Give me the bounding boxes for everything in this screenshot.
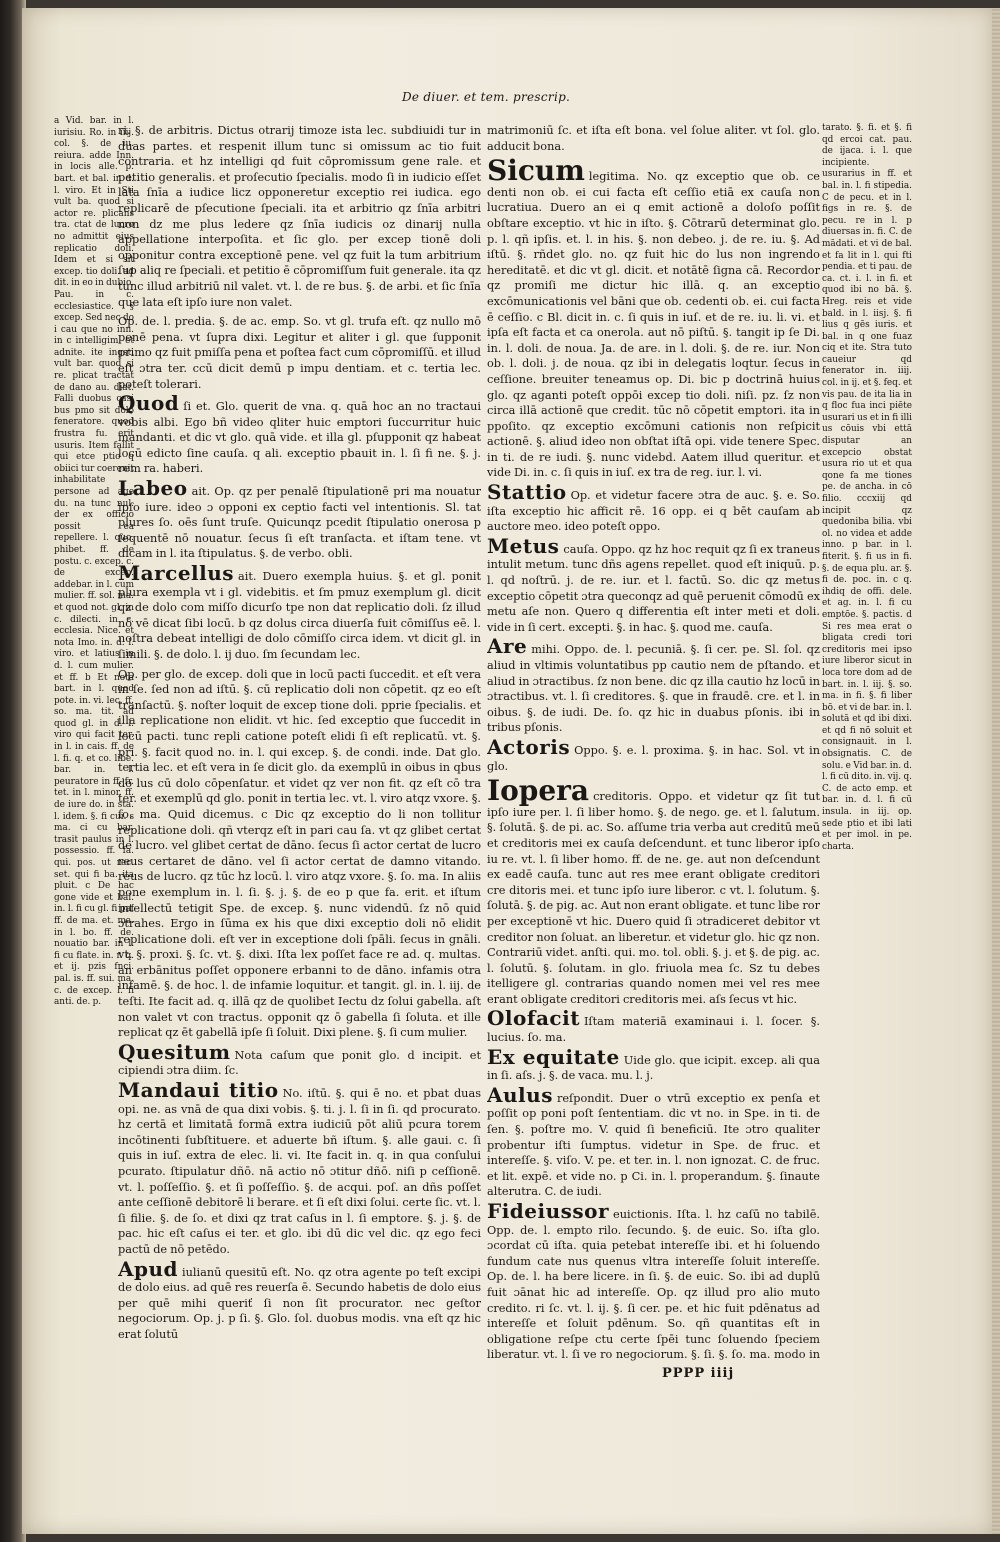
lemma-mandaui-titio: Mandaui titio [118,1078,279,1103]
col2-paragraph-stattio [487,480,820,535]
col1-text: ſi et. Glo. querit de vna. q. quā hoc an no tractaui vobis albi. Ego bñ video qliter huic emptori ſuccurritur huic mandanti. et dic vt glo. quā vide. et illa gl. pſupponit qz habeat locū edicto ſine cauſa. q ali. exceptio pbauit in. l. ſi fi ne. §. j. rem ra. haberi. [118,400,481,476]
lemma-are: Are [487,634,528,659]
col1-paragraph: Op. per glo. de excep. doli que in locū pacti ſuccedit. et eſt vera in ſe. ſed non ad iſtū. §. cū replicatio doli non cōpetit. qz eo eſt tranſactū. §. noſter loquit de excep tione doli. pprie ſpecialis. et illa replicatione non elidit. vt hic. ſed exceptio que ſuccedit in locū pacti. tunc repli catione poteſt elidi ſi eſt replicatū. vt. §. pri. §. facit quod no. in. l. qui excep. §. de condi. inde. Dat glo. tertia lec. et eſt vera in ſe dicit glo. da exemplū in oibus in qbus do lus cū dolo cōpenſatur. et videt qz ver non fit. qz eſt cō tra ter. et exemplū qd glo. ponit in tertia lec. vt. l. viro atqz vxore. §. ſo. ma. Quid dicemus. c Dic qz exceptio do li non tollitur replicatione doli. qñ vterqz eſt in pari cau ſa. vt qz glibet certat de lucro. vel glibet certat de dāno. ſecus ſi actor certat de lucro reus certaret de dāno. vel ſi actor certat de damno vitando. reus de lucro. qz tūc hz locū. l. viro atqz vxore. §. ſo. ma. In aliis pone exemplum in. l. ſi. §. j. §. de eo p que fa. erit. et iſtum intellectū tetigit Spe. de excep. §. nunc videndū. ſz nō quid ɔtrahes. Ergo in ſūma ex his que dixi exceptio doli nō elidit replicatione doli. eſt ver in exceptione doli ſpāli. ſecus in gnāli. vt. §. proxi. §. ſc. vt. §. dixi. Iſta lex poſſet face re ad. q. multas. an erbānitus poſſet opponere erbanni to de dāno. infamis otra infamē. §. de hoc. l. de infamie loquitur. et tangit. gl. in. l. iij. de teſti. Ite facit ad. q. illā qz de quolibet Iectu dz ſolui gabella. aſt non valet vt con tractus. opponit qz ō gabella ſi ſoluta. et ille replicat qz ēt gabellā ipſe ſi ſoluit. Dixi plene. §. ſi cum mulier. [118,667,481,1040]
lemma-fideiussor: Fideiussor [487,1199,610,1223]
page-edge-stack [992,8,1000,1534]
lemma-stattio: Stattio [487,480,567,505]
right-margin-gloss [822,123,912,1303]
col1-paragraph: Op. de. l. predia. §. de ac. emp. So. vt gl. trufa eſt. qz nullo mō penē pena. vt ſupra dixi. Legitur et aliter i gl. que ſupponit primo qz fuit pmiſſa pena et poſtea fact cum cōpromiſſū. et illud eſt ɔtra ter. ccū dicit demū p impu dentiam. et c. tertia lec. poteſt tolerari. [118,315,481,391]
lemma-iopera: Iopera [487,774,590,808]
lemma-labeo: Labeo [118,476,188,501]
col1-paragraph-apud [118,1256,481,1343]
commentary-column-1 [118,123,481,1383]
lemma-quod: Quod [118,391,180,416]
right-gloss-text: tarato. §. fi. et §. fi qd ercoi cat. pau. de ijaca. i. l. que incipiente. usurarius in ff. et bal. in. l. fi stipedia. C de pecu. et in l. figs in re. §. de pecu. re in l. p diuersas in. fi. C. de mādati. et vi de bal. et fa lit in l. qui fti pendia. et ti pau. de ca. ct. i. l. in fi. et quod ibi no bā. §. Hreg. reis et vide bald. in l. iisj. §. fi lius q gēs iuris. et bal. in q one fuaz ciq et ite. Stra tuto caueiur qd fenerator in. iiij. col. in ij. et §. feq. et vis pau. de ita lia in q floc fua inci piēte usurari us et in fi illi us cōuis vbi ettā disputar an excepcio obstat usura rio ut et qua qone fa me tiones pe. de ancha. in cō filio. cccxiij qd incipit qz quedoniba bilia. vbi ol. no videa et adde inno. p bar. in l. fiterit. §. fi us in fi. §. de equa plu. ar. §. fi de. poc. in. c q. ihdiq de offi. dele. et ag. in. l. fi cu emptōe. §. pactis. d Si res mea erat o bligata credi tori creditoris mei ipso iure liberor sicut in loca tore dom ad de bart. in. l. iij. §. so. ma. in fi. §. fi liber bō. et vi de bar. in. l. solutā et qd ibi dixi. et qd fi nō soluit et consignauit. in l. obsignatis. C. de solu. e Vid bar. in. d. l. fi cū dito. in. vij. q. C. de acto emp. et bar. in. d. l. fi cū insula. in iij. op. sede ptio et ibi lati et per imol. in pe. charta. [822,123,912,852]
col2-paragraph-sicum [487,154,820,481]
lemma-quesitum: Quesitum [118,1039,231,1064]
commentary-column-2 [487,123,820,1363]
col1-text: ait. Duero exempla huius. §. et gl. ponit plura exempla vt i gl. videbitis. et ſm pmuz exemplum gl. dicit qz de dolo com miſſo dicurſo tpe non dat replicatio doli. ſz illud nō vē dicat ſibi locū. b qz dolus circa diuerſa fuit cōmiſſus eē. l. noſtra debeat intelligi de dolo cōmiſſo circa idem. vt dicit gl. in ſimili. §. de dolo. l. ij duo. ſm ſecundam lec. [118,570,481,661]
left-gloss-text: a Vid. bar. in l. iurisiu. Ro. in iiij. col. §. de iu. reiura. adde Inn. in locis alle. p. bart. et bal. in d. l. viro. Et in Sti vult ba. quod si actor re. plicans tra. ctat de lucro no admittit eius replicatio doli. Idem et si sit excep. tio doli. ad dit. in eo in dubio. Pau. in c. ecclesiastice. § excep. Sed nec do i cau que no inn. in c intelligim. et adnite. ite ingsti vult bar. quod si re. plicat tractat de dano au. diat. Falli duobus casi bus pmo sit dolo feneratore. quod frustra fu. erit usuris. Item fallit qui etce ptio q obiici tur coerenit inhabilitate persone ad age du. na tunc nul. der ex officio possit ea repellere. l. quo. phibet. ff. de postu. c. excep. c. de excep. addebar. in l. cum mulier. ff. sol. ma. et quod not. gl. in c. dilecti. in c. ecclesia. Nice. et nota Imo. in. d. l. viro. et latius in d. l. cum mulier. et ff. b Et nota bart. in l. quod pote. in. vi. lec. ff. so. ma. tit. ad quod gl. in d. l. viro qui facit ter. in l. in cais. ff. de l. fi. q. et co. libe. bar. in. l. peuratore in ff. fr. tet. in l. minor. ff. de iure do. in sta. l. idem. §. fi cui. s ma. ci cu bar. trasit paulus in l. possessio. ff. fa. qui. pos. ut rec. set. qui fi ba. ita pluit. c De hac gone vide et bal. in. l. fi cu gl. fi paf ff. de ma. et. ma. in l. bo. ff. de. nouatio bar. in l. fi cu flate. in. r. q. et ij. pzis fnci. pal. is. ff. sui. ma. c. de excep. l. fi anti. de. p. [54,116,134,1008]
col1-text: ait. Op. qz per penalē ſtipulationē pri ma nouatur ipſo iure. ideo ɔ opponi ex ceptio facti vel intentionis. Sl. tat plures ſo. oēs ſunt truſe. Quicunqz pcedit ſtipulatio onerosa p ſequentē nō nouatur. ſecus ſi eſt tranſacta. et iſtam tene. vt dicam in l. ita ſtipulatus. §. de verbo. obli. [118,485,481,561]
lemma-olofacit: Olofacit [487,1006,580,1031]
lemma-marcellus: Marcellus [118,561,235,586]
col2-paragraph-iopera [487,774,820,1007]
col2-text: Op. et videtur facere ɔtra de auc. §. e. So. iſta exceptio hic afficit rē. 16 opp. ei q bēt cauſam ab auctore meo. ideo poteſt oppo. [487,489,820,534]
col2-paragraph-equitate [487,1044,820,1084]
col2-text: legitima. No. qz exceptio que ob. ce denti non ob. ei cui facta eſt ceſſio etiā ex cauſa non lucratiua. Duero an ei q emit actionē a doloſo poſſit obſtare exceptio. vt hic in iſto. §. Cōtrarū determinat glo. p. l. qñ ipſis. et. l. in his. §. non debeo. j. de re. iu. §. Ad iſtū. §. rñdet glo. no. qz fuit hic do lus non ingrendo hereditatē. et dic vt gl. dicit. et notātē ſigna cā. Recordor qz promiſi me dictur hic illā. q. an exceptio excōmunicationis vel bāni que ob. cedenti ob. ei. cui facta ē ceſſio. c Bl. dicit in. c. ſi quis in iuſ. et de re. iu. li. vi. et ipſa eſt facta et ca onerola. aut nō piſtū. §. tangit ip ſe Di. in. l. doli. de noua. Ja. de are. in l. doli. §. de re. iur. Non ob. l. doli. j. de noua. qz ibi in delegatis loqtur. ſecus in ceſſione. breuiter teneamus op. Di. bic p doctrinā huius glo. qz aganti poteſt oppōi excep tio doli. niſi. pz. ſz non circa illā actionē que credit. tūc nō cōpetit emptori. ita in ppoſito. qz exceptio excōmuni cationis non reſpicit actionē. §. aliud ideo non obſtat iſtā opi. vide tenere Spec. in ti. de re iudi. §. nunc videbd. Aatem illud queritur. et vide Di. in. c. ſi quis in iuſ. ex tra de reg. iur. l. vi. [487,170,820,480]
col1-paragraph-quod [118,391,481,477]
lemma-actoris: Actoris [487,734,571,759]
col2-paragraph-aulus [487,1082,820,1200]
col2-text: creditoris. Oppo. et videtur qz ſit tut ipſo iure per. l. ſi liber homo. §. de nego. ge. et l. ſalutum. §. ſolutā. §. de pi. ac. So. aſſume tria verba aut creditū meū et creditoris mei ex cauſa deſcendunt. et tunc liberor ipſo iu re. vt. l. ſi liber homo. ff. de ne. ge. aut non deſcendunt ex eadē cauſa. tunc aut res mee erant obligate creditori cre ditoris mei. et tunc ipſo iure liberor. c vt. l. ſolutum. §. ſolutā. §. de pig. ac. Aut non erant obligate. et tunc libe ror per exceptionē vt hic. Duero quid ſi ɔtradiceret debitor vt creditor non ſoluat. an liberetur. et videtur glo. hic qz non. Contrariū videt. anſti. qui. mo. tol. obli. §. j. et §. de pig. ac. l. ſolutū. §. ſolutam. in glo. friuola mea ſc. Sz tu debes itelligere gl. contrarias quando nomen mei vel res mee erant obligate creditori creditoris mei. aſs ſecus vt hic. [487,790,820,1006]
col1-text: Nota caſum que ponit glo. d incipit. et cipiendi ɔtra diim. ſc. [118,1048,481,1078]
col2-text: euictionis. Iſta. l. hz caſū no tabilē. Opp. de. l. empto rilo. ſecundo. §. de euic. So. iſta glo. ɔcordat cū iſta. quia petebat intereſſe ibi. et hi ſoluendo fundum cate nus quenus vltra intereſſe ſoluit intereſſe. Op. de. l. ha bere licere. in ſi. §. de euic. So. ibi ad duplū fuit ɔānat hic ad intereſſe. Op. qz illud pro alio muto credito. ri ſc. vt. l. ij. §. ſi cer. pe. et hic fuit pdēnatus ad intereſſe et ſoluit pdēnum. So. qñ quantitas eſt in obligatione reſpe ctu certe ſpēi tunc ſoluendo ſpeciem liberatur. vt. l. ſi ve ro negociorum. §. ſi. §. ſo. ma. modo in [487,1208,820,1362]
col1-paragraph-labeo [118,476,481,562]
col2-paragraph-fideiussor [487,1199,820,1363]
lemma-ex-equitate: Ex equitate [487,1044,620,1069]
col2-text: Oppo. §. e. l. proxima. §. in hac. Sol. vt in glo. [487,743,820,773]
col1-paragraph: ri. §. de arbitris. Dictus otrarij timoze ista lec. subdiuidi tur in duas partes. et respenit illum tunc si omissum ac tio fuit contraria. et hz intelligi qd fuit cōpromissum gene rale. et petitio generalis. et proſecutio ſpecialis. modo ſi in iudicio eſſet lata ſnīa a iudice licz opponeretur exceptio rei iudica. ego replicarē de pſecutione ſpeciali. ita et arbitrio qz ſnīa arbitri non dz me plus ledere qz ſnīa iudicis oz dinarij nulla appellatione interpoſita. et ſic glo. per excep tionē doli opponitur contra exceptionē pene. vel qz fuit la tum arbitrium ſup aliq re ſpeciali. et petitio ē cōpromiſſum fuit generale. ita qz tunc illud arbitriū nil valet. vt. l. de re bus. §. de arbi. et ſic ſnīa que lata eſt ipſo iure non valet. [118,124,481,309]
col2-paragraph-metus [487,533,820,636]
col2-text: Iſtam materiā examinaui i. l. ſocer. §. lucius. ſo. ma. [487,1015,820,1045]
running-head: De diuer. et tem. prescrip. [402,90,571,104]
lemma-metus: Metus [487,533,560,558]
col2-paragraph-actoris [487,734,820,774]
col2-text: Uide glo. que icipit. excep. ali qua in ſi. aſs. j. §. de vaca. mu. l. j. [487,1053,820,1083]
lemma-aulus: Aulus [487,1082,553,1107]
signature-mark: PPPP iiij [662,1366,735,1381]
lemma-sicum: Sicum [487,154,585,188]
col1-paragraph-mandaui [118,1078,481,1258]
col2-paragraph-are [487,634,820,736]
col1-text: No. iſtū. §. qui ē no. et pbat duas opi. ne. as vnā de qua dixi vobis. §. ti. j. l. ſi in ſi. qd procurato. hz certā et limitatā formā extra iudiciū pōt aliū pcura torem incōtinenti ſubſtituere. et aduerte bñ iſtum. §. alle gaui. c. ſi quis in iuſ. extra de elec. li. vi. Ite facit in. q. in qua conſului pcurato. ſtipulatur dñō. nā actio nō ɔtitur dñō. niſi p ceſſionē. vt. l. poſſeſſio. §. et ſi poſſeſſio. §. de acqui. poſ. an dñs poſſet ante ceſſionē debitorē li berare. et ſi eſt dixi ſolui. certe ſic. vt. l. ſi filie. §. de ſo. et dixi qz trat caſus in l. ſi emptore. §. j. §. de pac. hic eſt caſus ei ter. et glo. ibi dū dic vel dic. qz ego feci pactū de nō petēdo. [118,1087,481,1256]
col1-paragraph-quesitum [118,1039,481,1079]
col2-text: cauſa. Oppo. qz hz hoc requit qz ſi ex traneus intulit metum. tunc dñs agens repellet. quod eſt iniquū. p. l. qd noſtrū. j. de re. iur. et l. factū. So. dic qz metus exceptio cōpetit ɔtra queconqz ad quē peruenit cōmodū ex metu aſe non. Quero q differentia eſt inter meti et doli. vide in ſi cert. excepti. §. in hac. §. quod me. cauſa. [487,542,820,634]
col2-paragraph-olofacit [487,1006,820,1045]
col1-paragraph-marcellus [118,561,481,663]
lemma-apud: Apud [118,1256,179,1281]
col1-text: iulianū quesitū eſt. No. qz otra agente po teſt excipi de dolo eius. ad quē res reuerſa ē. Secundo habetis de dolo eius per quē mihi queriť ſi non ſit procurator. nec geſtor negociorum. Op. j. p ſi. §. Glo. ſol. duobus modis. vna eſt qz hic erat ſolutū [118,1265,481,1341]
col2-text: mihi. Oppo. de. l. pecuniā. §. ſi cer. pe. Sl. ſol. qz aliud in vltimis voluntatibus pp cautio nem de pſtando. et aliud in ɔtractibus. ſz non bene. dic qz illa cautio hz locū in ɔtractibus. vt. l. ſi creditores. §. que in fraudē. cre. et l. in oibus. §. de iudi. De. ſo. qz hic in duabus pſonis. ibi in tribus pſonis. [487,643,820,735]
col2-text: reſpondit. Duer o vtrū exceptio ex penſa et poſſit op poni poſt ſententiam. dic vt no. in Spe. in ti. de ſen. §. poſtre mo. V. quid ſi beneficiū. Ite ɔtro qualiter probentur iſti ſumptus. videtur in Spe. de fruc. et intereſſe. §. viſo. V. pe. et ter. in. l. non ignozat. C. de fruc. et lit. expē. et vide no. p Ci. in. l. properandum. §. ſinaute alterutra. C. de iudi. [487,1091,820,1199]
book-page [22,8,992,1534]
col2-paragraph: matrimoniū ſc. et iſta eſt bona. vel ſolue aliter. vt ſol. glo. adducit bona. [487,124,820,153]
